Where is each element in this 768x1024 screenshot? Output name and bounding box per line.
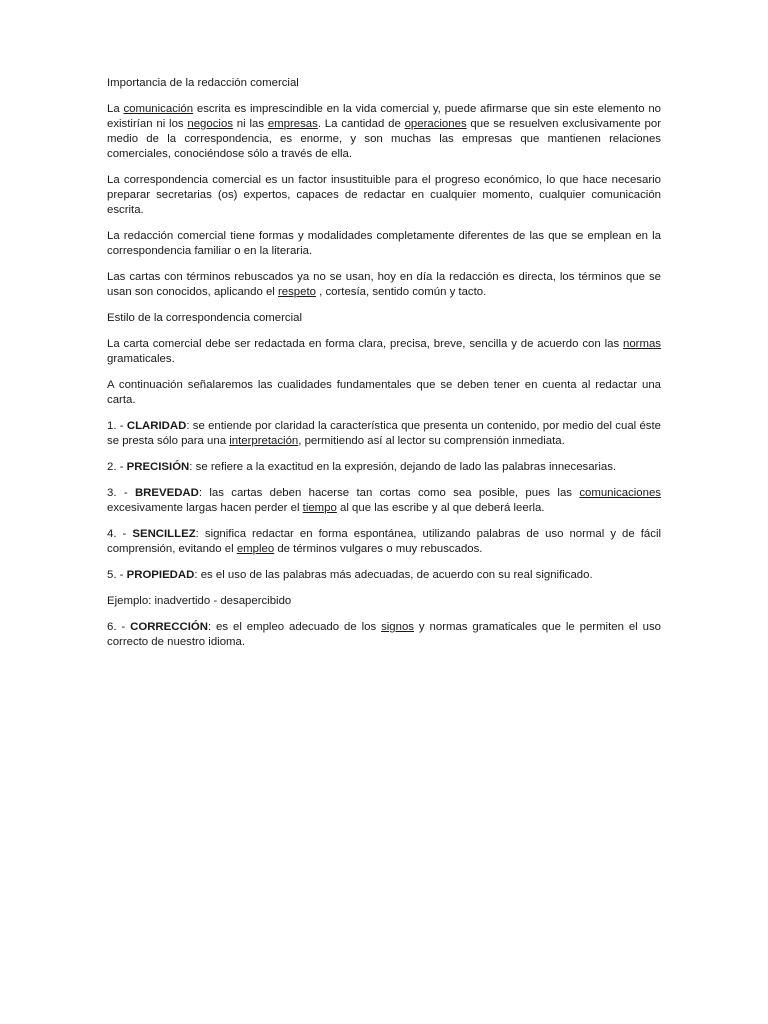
paragraph [107,270,661,300]
text-run: 2. - [107,461,127,473]
hyperlink[interactable]: comunicación [123,103,194,115]
hyperlink[interactable]: respeto [277,286,316,298]
text-run: 1. - [107,420,127,432]
text-run: : es el uso de las palabras más adecuadas, de acuerdo con su real significado. [194,569,593,581]
text-run: 3. - [107,487,135,499]
text-run: excesivamente largas hacen perder el [107,502,303,514]
text-run: : las cartas deben hacerse tan cortas como sea posible, pues las [198,487,580,499]
text-run: que se resuelven exclusivamente por medio de la correspondencia, es enorme, y son muchas las empresas que mantienen relaciones comerciales, conociéndose sólo a través de ella. [107,118,662,160]
quality-item-brevedad [107,486,661,516]
paragraph: A continuación señalaremos las cualidades fundamentales que se deben tener en cuenta al redactar una carta. [107,379,661,406]
paragraph [107,337,661,367]
text-run: La [107,103,124,115]
text-run: : se refiere a la exactitud en la expresión, dejando de lado las palabras innecesarias. [189,461,617,473]
text-run: 5. - [107,569,127,581]
text-run: Las cartas con términos rebuscados ya no se usan, hoy en día la redacción es directa, los términos que se usan son conocidos, aplicando el [107,271,661,298]
quality-item-precision [107,460,661,475]
text-run: . La cantidad de [317,118,405,130]
document-title: Importancia de la redacción comercial [107,77,299,89]
bold-term: PROPIEDAD [126,569,195,581]
text-run: gramaticales. [107,353,175,365]
hyperlink[interactable]: comunicaciones [579,487,662,499]
text-run: La carta comercial debe ser redactada en forma clara, precisa, breve, sencilla y de acuerdo con las [107,338,624,350]
quality-item-propiedad [107,568,661,583]
quality-item-correccion [107,620,661,650]
text-run: de términos vulgares o muy rebuscados. [274,543,483,555]
bold-term: CLARIDAD [126,420,187,432]
text-run: 6. - [107,621,131,633]
hyperlink[interactable]: empresas [267,118,318,130]
bold-term: BREVEDAD [134,487,199,499]
paragraph [107,102,661,162]
paragraph: La correspondencia comercial es un factor insustituible para el progreso económico, lo que hace necesario preparar secretarias (os) expertos, capaces de redactar en cualquier momento, cualquier comunicación escrita. [107,174,661,216]
hyperlink[interactable]: normas [623,338,661,350]
text-run: 4. - [107,528,133,540]
text-run: : significa redactar en forma espontánea, utilizando palabras de uso normal y de fácil comprensión, evitando el [107,528,662,555]
example-line: Ejemplo: inadvertido - desapercibido [107,595,292,607]
text-run: , permitiendo así al lector su comprensión inmediata. [298,435,565,447]
bold-term: PRECISIÓN [126,461,190,473]
hyperlink[interactable]: negocios [187,118,233,130]
text-run: al que las escribe y al que deberá leerla. [336,502,545,514]
text-run: , cortesía, sentido común y tacto. [315,286,487,298]
hyperlink[interactable]: interpretación [229,435,299,447]
quality-item-claridad [107,419,661,449]
text-run: escrita es imprescindible en la vida comercial y, puede afirmarse que sin este elemento no existirían ni los [107,103,661,130]
paragraph: La redacción comercial tiene formas y modalidades completamente diferentes de las que se emplean en la correspondencia familiar o en la literaria. [107,230,661,257]
bold-term: CORRECCIÓN [130,621,208,633]
text-run: y normas gramaticales que le permiten el uso correcto de nuestro idioma. [107,621,661,648]
text-run: ni las [233,118,268,130]
hyperlink[interactable]: empleo [236,543,275,555]
quality-item-sencillez [107,527,661,557]
hyperlink[interactable]: signos [381,621,414,633]
text-run: : se entiende por claridad la característica que presenta un contenido, por medio del cual éste se presta sólo para una [107,420,661,447]
hyperlink[interactable]: operaciones [404,118,467,130]
hyperlink[interactable]: tiempo [302,502,337,514]
text-run: : es el empleo adecuado de los [207,621,382,633]
bold-term: SENCILLEZ [132,528,196,540]
section-subtitle: Estilo de la correspondencia comercial [107,312,303,324]
